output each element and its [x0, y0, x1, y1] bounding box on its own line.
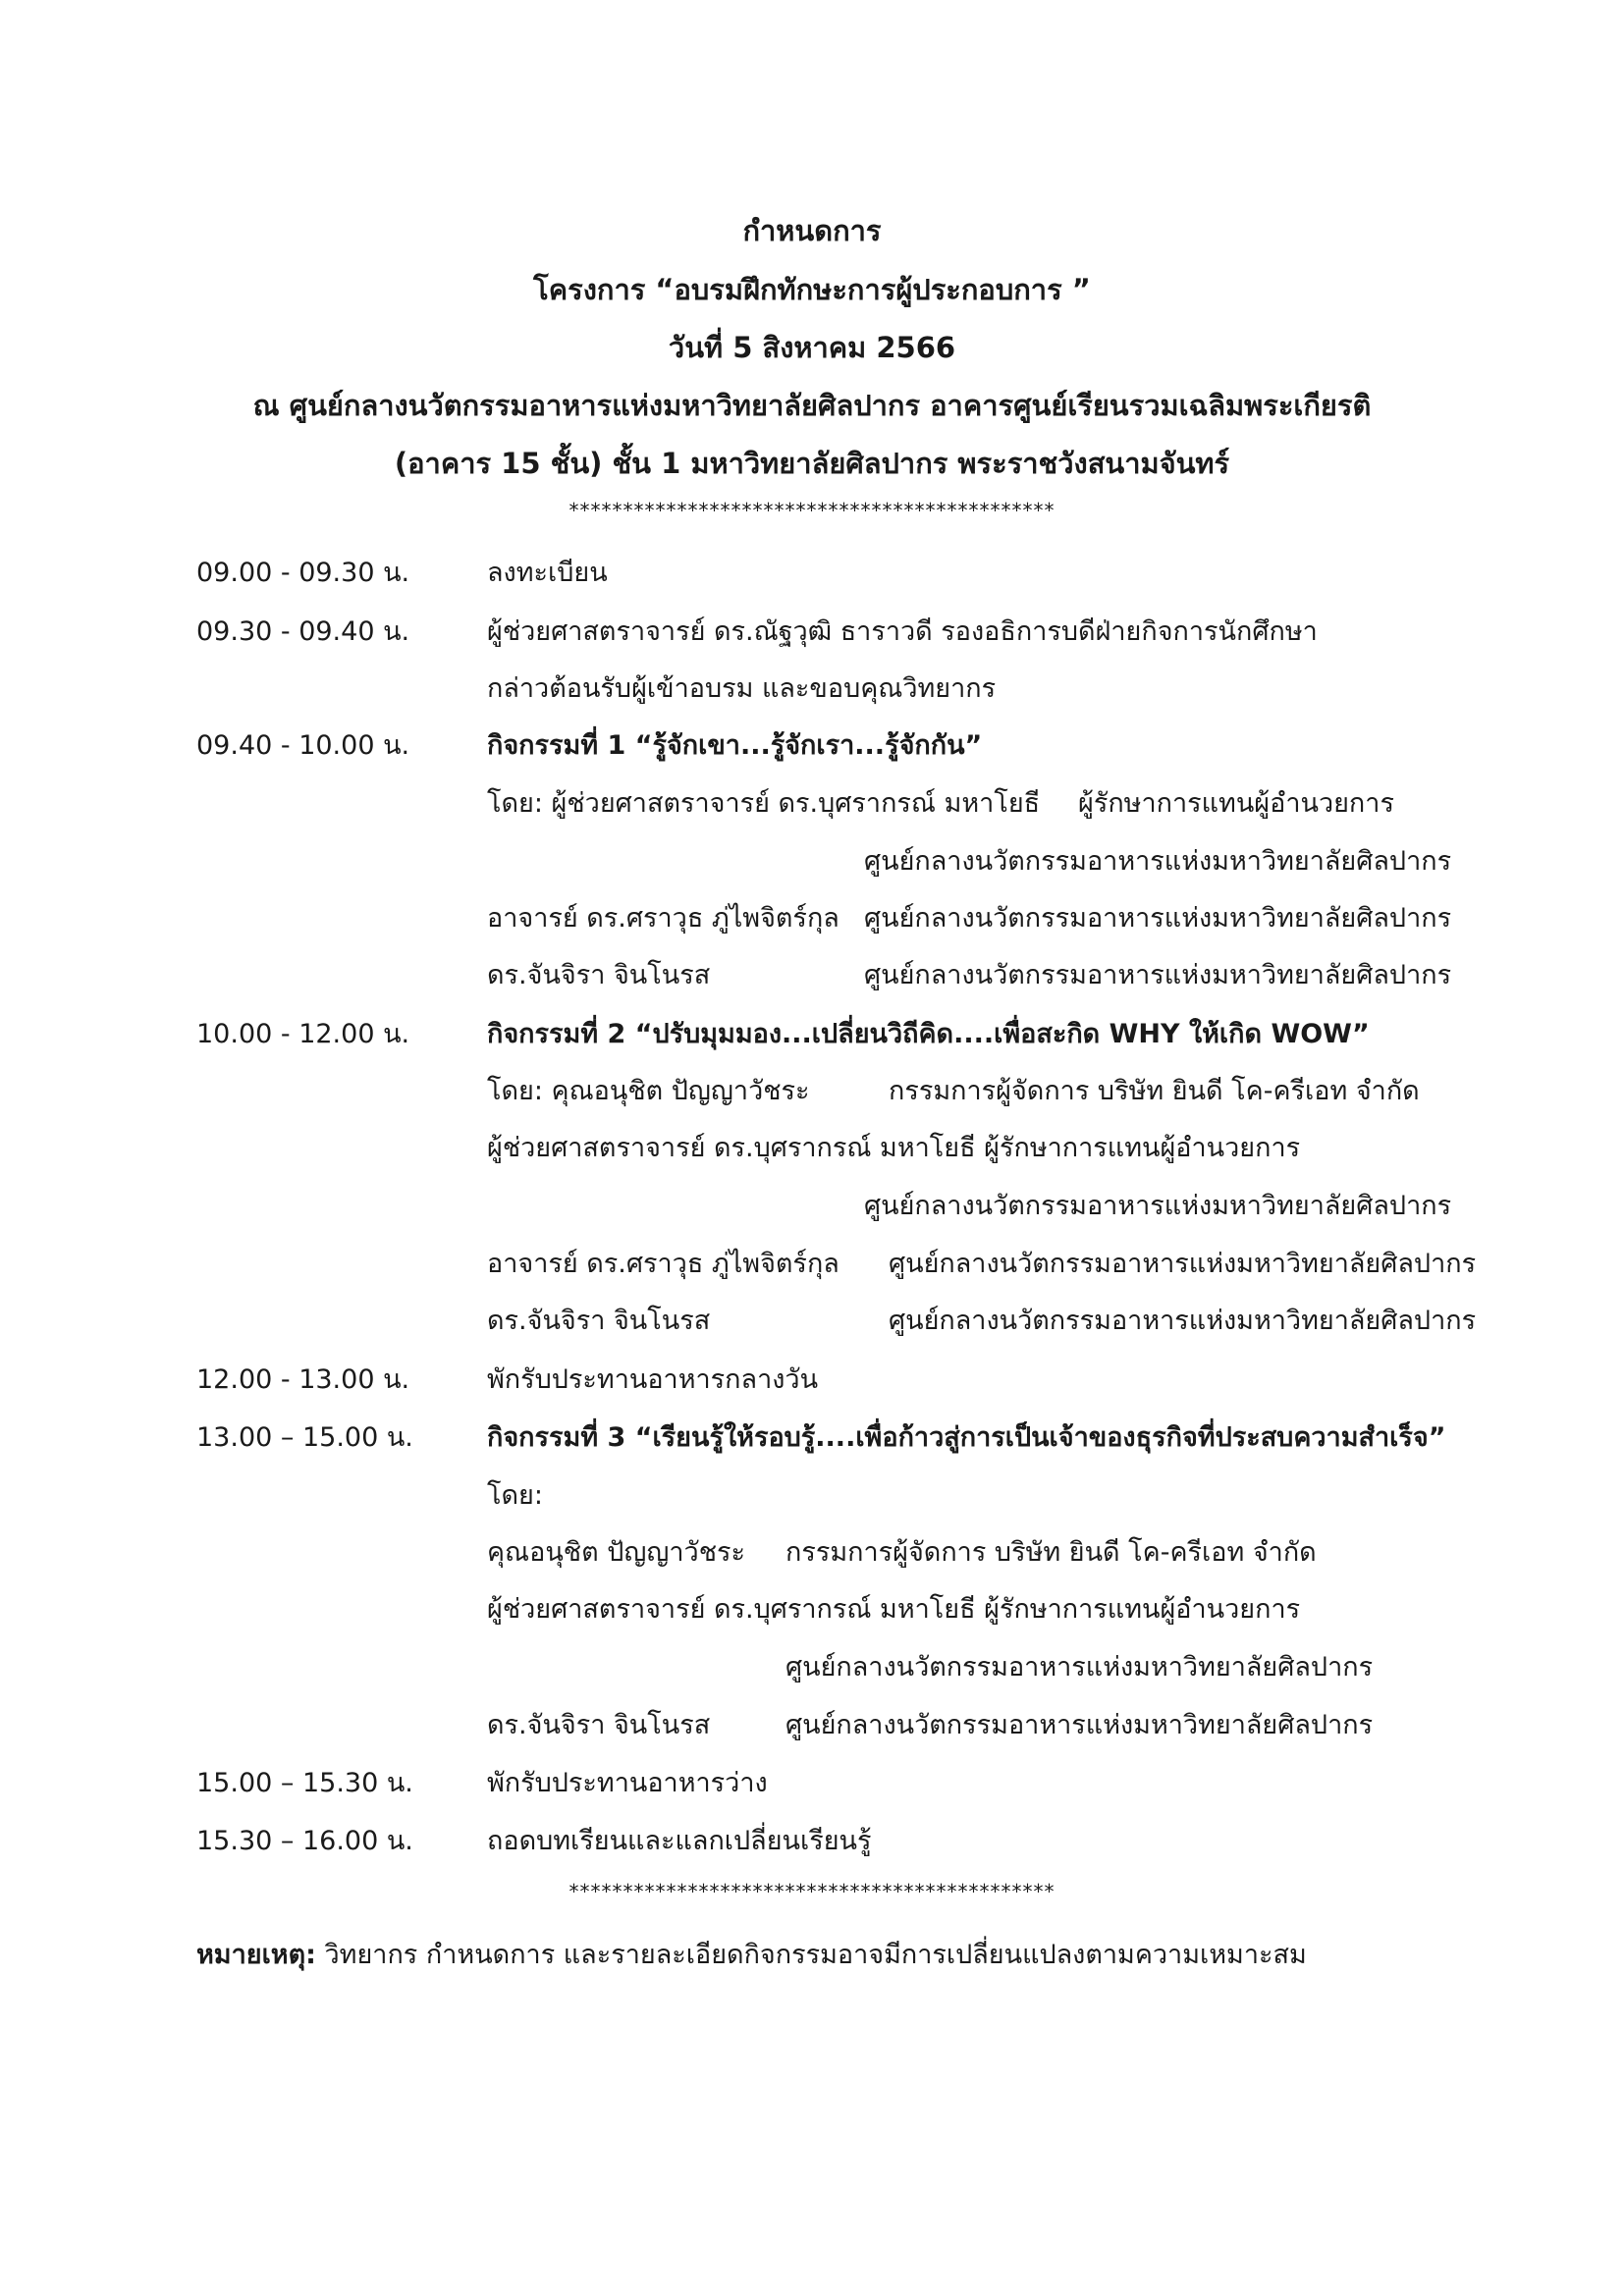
speaker-org: ศูนย์กลางนวัตกรรมอาหารแห่งมหาวิทยาลัยศิลปากร: [785, 1652, 1374, 1682]
speaker-role: กรรมการผู้จัดการ บริษัท ยินดี โค-ครีเอท จำกัด: [889, 1076, 1420, 1106]
speaker-name: คุณอนุชิต ปัญญาวัชระ: [487, 1537, 746, 1568]
speaker-org: ศูนย์กลางนวัตกรรมอาหารแห่งมหาวิทยาลัยศิลปากร: [864, 903, 1452, 934]
speaker-role: ผู้รักษาการแทนผู้อำนวยการ: [1078, 788, 1394, 819]
document-title: กำหนดการ: [742, 214, 882, 247]
schedule-activity: ถอดบทเรียนและแลกเปลี่ยนเรียนรู้: [487, 1826, 872, 1856]
schedule-time: 12.00 - 13.00 น.: [196, 1364, 410, 1395]
schedule-time: 09.00 - 09.30 น.: [196, 558, 410, 588]
venue-line-1: ณ ศูนย์กลางนวัตกรรมอาหารแห่งมหาวิทยาลัยศิลปากร อาคารศูนย์เรียนรวมเฉลิมพระเกียรติ: [252, 389, 1372, 422]
speaker-role: กรรมการผู้จัดการ บริษัท ยินดี โค-ครีเอท จำกัด: [785, 1537, 1317, 1568]
speaker-name: โดย: คุณอนุชิต ปัญญาวัชระ: [487, 1076, 810, 1106]
event-date: วันที่ 5 สิงหาคม 2566: [668, 331, 956, 364]
note-label: หมายเหตุ:: [196, 1940, 316, 1970]
schedule-time: 15.00 – 15.30 น.: [196, 1768, 413, 1798]
speaker-org: ศูนย์กลางนวัตกรรมอาหารแห่งมหาวิทยาลัยศิลปากร: [785, 1710, 1374, 1740]
schedule-activity-detail: กล่าวต้อนรับผู้เข้าอบรม และขอบคุณวิทยากร: [487, 673, 997, 704]
speaker-name: ดร.จันจิรา จินโนรส: [487, 1710, 711, 1740]
footer-divider: *********************************************: [568, 1880, 1056, 1903]
speaker-name: โดย: ผู้ช่วยศาสตราจารย์ ดร.บุศรากรณ์ มหาโยธี: [487, 788, 1041, 819]
venue-line-2: (อาคาร 15 ชั้น) ชั้น 1 มหาวิทยาลัยศิลปากร พระราชวังสนามจันทร์: [394, 447, 1230, 480]
speaker-by-label: โดย:: [487, 1480, 543, 1511]
schedule-time: 09.40 - 10.00 น.: [196, 730, 410, 761]
schedule-time: 10.00 - 12.00 น.: [196, 1019, 410, 1049]
activity-title: กิจกรรมที่ 3 “เรียนรู้ให้รอบรู้....เพื่อก้าวสู่การเป็นเจ้าของธุรกิจที่ประสบความสำเร็จ”: [487, 1422, 1446, 1453]
speaker-name: ดร.จันจิรา จินโนรส: [487, 1306, 711, 1336]
footer-note: [196, 1942, 1307, 1968]
schedule-time: 13.00 – 15.00 น.: [196, 1422, 413, 1453]
schedule-activity: ลงทะเบียน: [487, 558, 608, 588]
speaker-org: ศูนย์กลางนวัตกรรมอาหารแห่งมหาวิทยาลัยศิลปากร: [864, 1191, 1452, 1221]
speaker-org: ศูนย์กลางนวัตกรรมอาหารแห่งมหาวิทยาลัยศิลปากร: [889, 1306, 1477, 1336]
schedule-activity: ผู้ช่วยศาสตราจารย์ ดร.ณัฐวุฒิ ธาราวดี รองอธิการบดีฝ่ายกิจการนักศึกษา: [487, 616, 1318, 647]
speaker-org: ศูนย์กลางนวัตกรรมอาหารแห่งมหาวิทยาลัยศิลปากร: [864, 846, 1452, 877]
schedule-activity: พักรับประทานอาหารกลางวัน: [487, 1364, 819, 1395]
speaker-org: ศูนย์กลางนวัตกรรมอาหารแห่งมหาวิทยาลัยศิลปากร: [889, 1249, 1477, 1279]
speaker-line: ผู้ช่วยศาสตราจารย์ ดร.บุศรากรณ์ มหาโยธี ผู้รักษาการแทนผู้อำนวยการ: [487, 1594, 1301, 1625]
schedule-time: 09.30 - 09.40 น.: [196, 616, 410, 647]
speaker-name: อาจารย์ ดร.ศราวุธ ภู่ไพจิตร์กุล: [487, 1249, 839, 1279]
note-text: วิทยากร กำหนดการ และรายละเอียดกิจกรรมอาจมีการเปลี่ยนแปลงตามความเหมาะสม: [315, 1940, 1307, 1970]
activity-title: กิจกรรมที่ 2 “ปรับมุมมอง...เปลี่ยนวิถีคิด....เพื่อสะกิด WHY ให้เกิด WOW”: [487, 1019, 1370, 1049]
schedule-activity: พักรับประทานอาหารว่าง: [487, 1768, 768, 1798]
speaker-name: อาจารย์ ดร.ศราวุธ ภู่ไพจิตร์กุล: [487, 903, 839, 934]
project-name: โครงการ “อบรมฝึกทักษะการผู้ประกอบการ ”: [533, 273, 1091, 306]
schedule-time: 15.30 – 16.00 น.: [196, 1826, 413, 1856]
header-divider: *********************************************: [568, 499, 1056, 522]
speaker-org: ศูนย์กลางนวัตกรรมอาหารแห่งมหาวิทยาลัยศิลปากร: [864, 960, 1452, 990]
speaker-line: ผู้ช่วยศาสตราจารย์ ดร.บุศรากรณ์ มหาโยธี ผู้รักษาการแทนผู้อำนวยการ: [487, 1133, 1301, 1163]
activity-title: กิจกรรมที่ 1 “รู้จักเขา...รู้จักเรา...รู้จักกัน”: [487, 730, 983, 761]
speaker-name: ดร.จันจิรา จินโนรส: [487, 960, 711, 990]
